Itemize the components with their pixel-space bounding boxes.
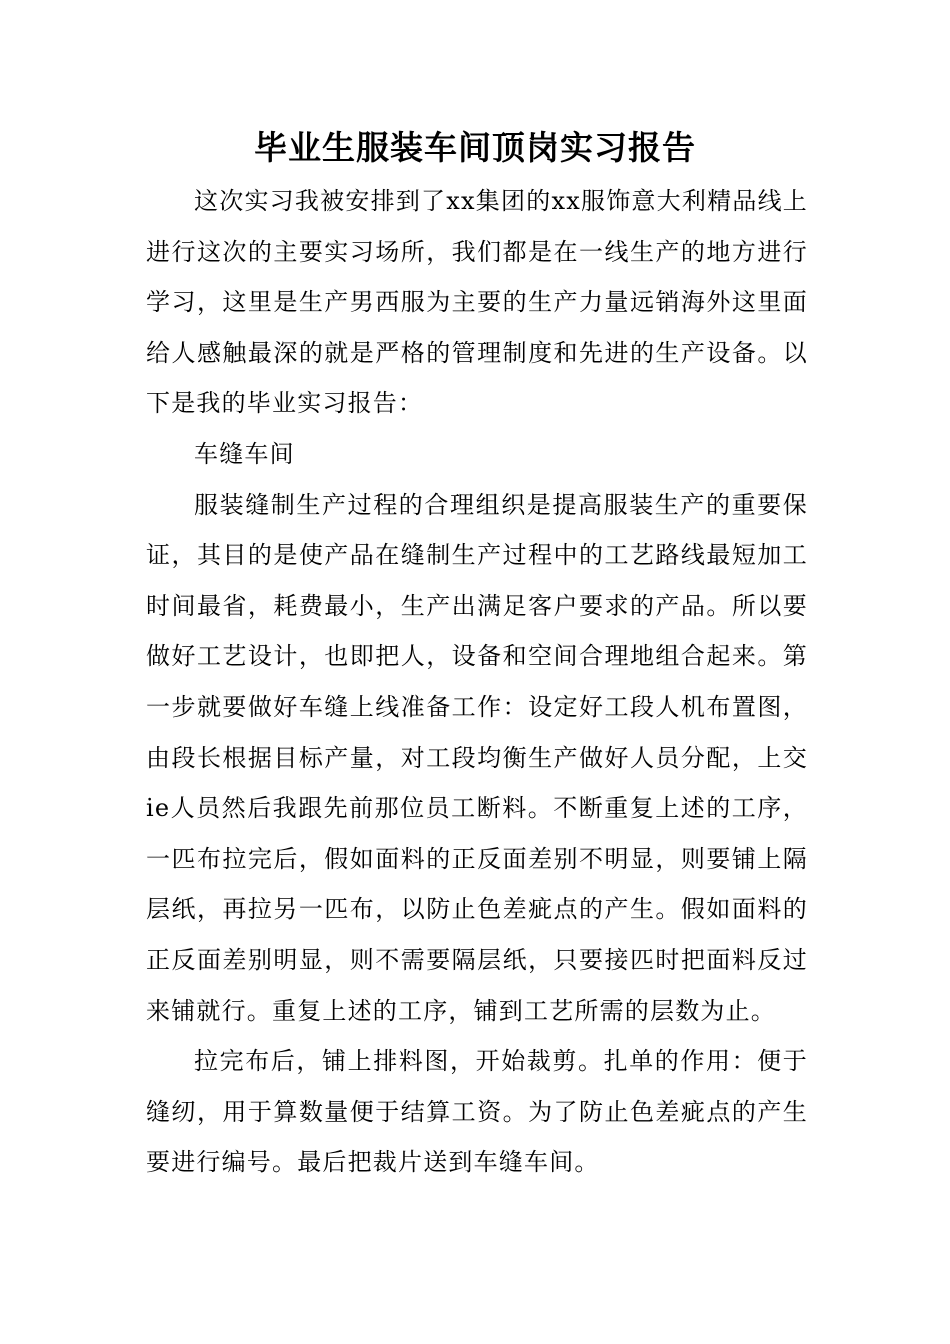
document-body <box>146 176 808 1188</box>
document-title: 毕业生服装车间顶岗实习报告 <box>254 128 696 167</box>
paragraph-intro: 这次实习我被安排到了xx集团的xx服饰意大利精品线上进行这次的主要实习场所，我们都是在一线生产的地方进行学习，这里是生产男西服为主要的生产力量远销海外这里面给人感触最深的就是严格的管理制度和先进的生产设备。以下是我的毕业实习报告： <box>146 187 808 418</box>
paragraph-sewing: 服装缝制生产过程的合理组织是提高服装生产的重要保证，其目的是使产品在缝制生产过程中的工艺路线最短加工时间最省，耗费最小，生产出满足客户要求的产品。所以要做好工艺设计，也即把人，设备和空间合理地组合起来。第一步就要做好车缝上线准备工作：设定好工段人机布置图，由段长根据目标产量，对工段均衡生产做好人员分配，上交ie人员然后我跟先前那位员工断料。不断重复上述的工序，一匹布拉完后，假如面料的正反面差别不明显，则要铺上隔层纸，再拉另一匹布，以防止色差疵点的产生。假如面料的正反面差别明显，则不需要隔层纸，只要接匹时把面料反过来铺就行。重复上述的工序，铺到工艺所需的层数为止。 <box>146 490 808 1025</box>
paragraph-cutting: 拉完布后，铺上排料图，开始裁剪。扎单的作用：便于缝纫，用于算数量便于结算工资。为了防止色差疵点的产生要进行编号。最后把裁片送到车缝车间。 <box>146 1047 808 1177</box>
section-heading: 车缝车间 <box>194 439 295 468</box>
